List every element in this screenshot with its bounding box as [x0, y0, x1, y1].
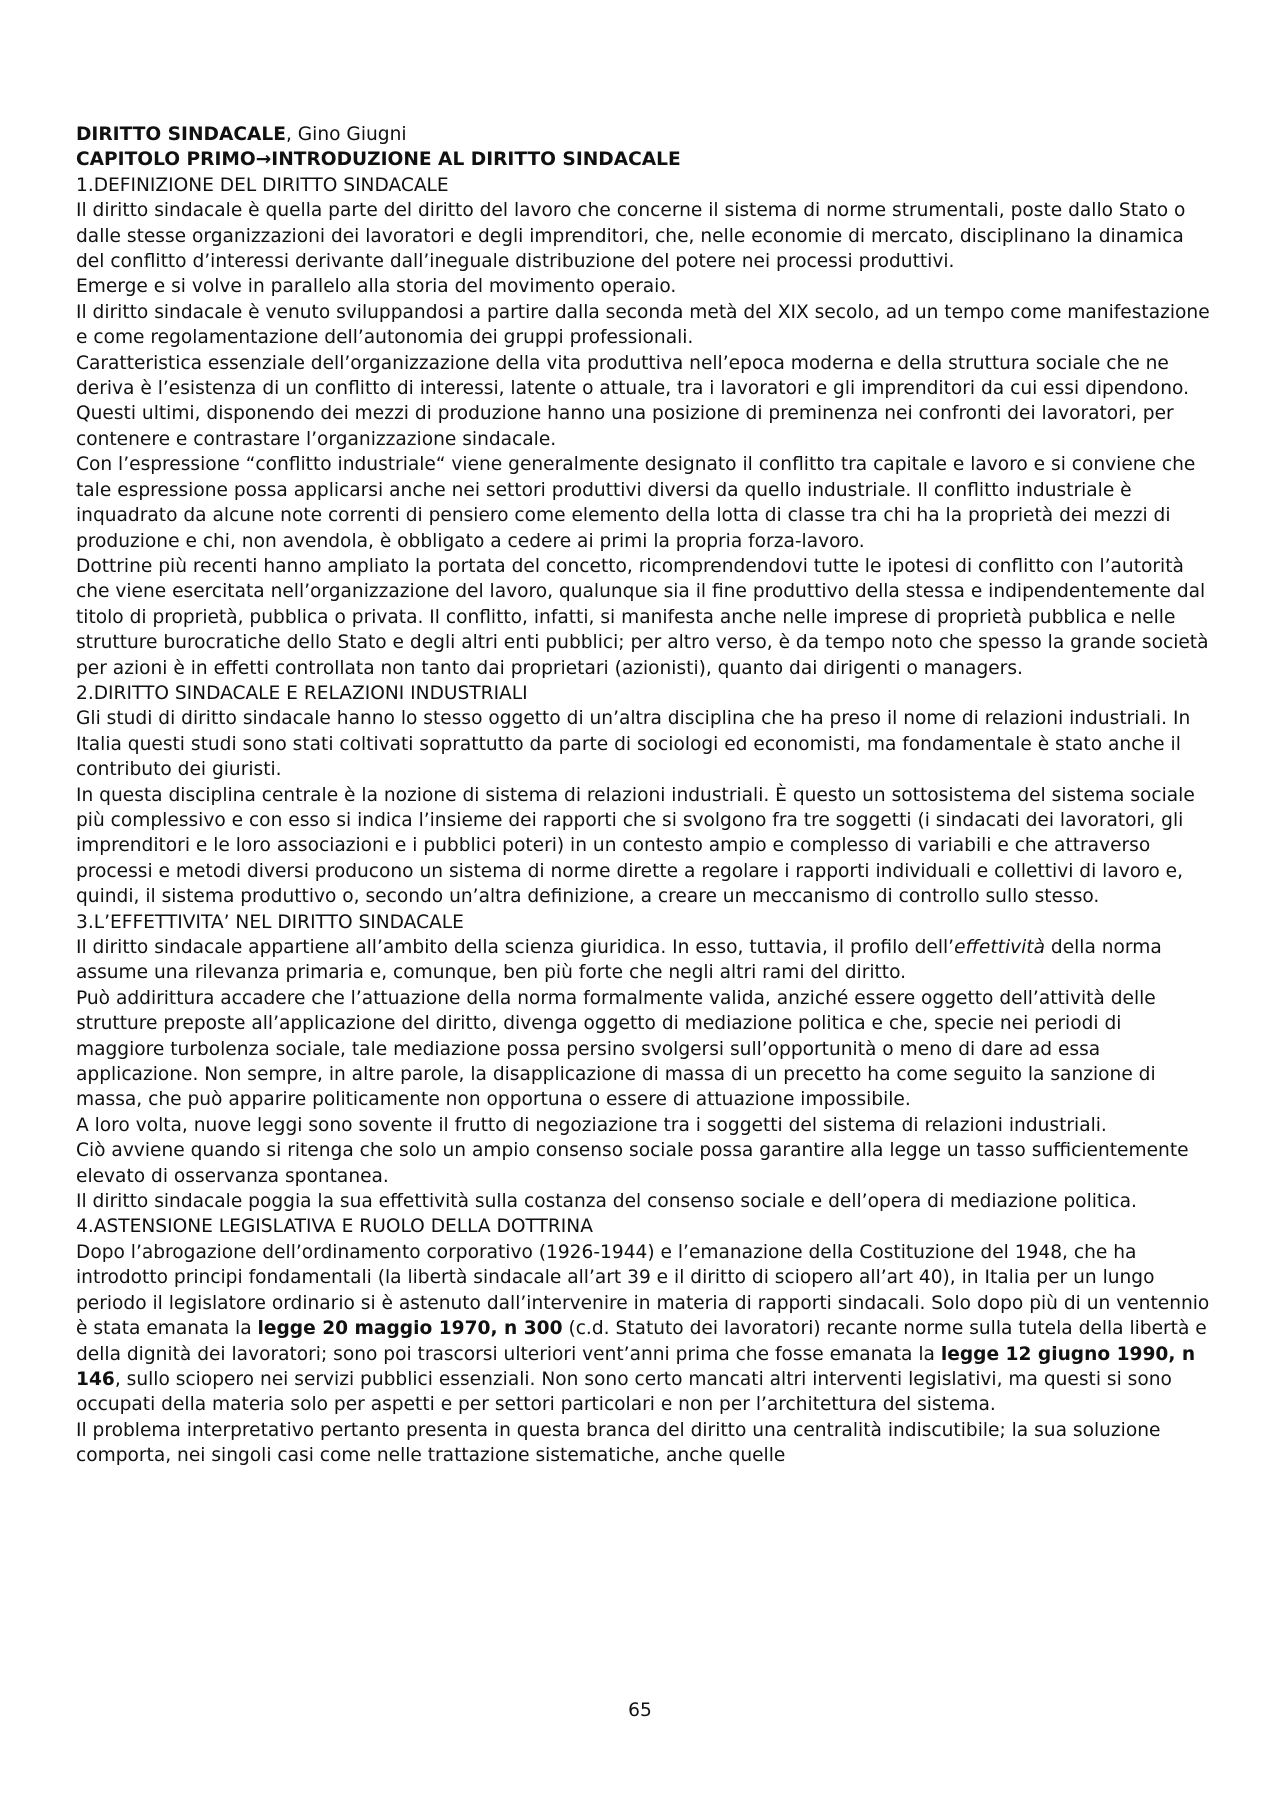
law-reference: legge 12 giugno 1990, n 146 [76, 1343, 1196, 1390]
paragraph: Ciò avviene quando si ritenga che solo un ampio consenso sociale possa garantire alla legge un tasso sufficientemente elevato di osservanza spontanea. [76, 1140, 1189, 1187]
paragraph [76, 935, 1210, 986]
section-heading-1: 1.DEFINIZIONE DEL DIRITTO SINDACALE [76, 174, 449, 196]
page-number: 65 [628, 1700, 652, 1721]
paragraph: Può addirittura accadere che l’attuazione della norma formalmente valida, anziché essere oggetto dell’attività delle strutture preposte all’applicazione del diritto, divenga oggetto di mediazione politica e che, specie nei periodi di maggiore turbolenza sociale, tale mediazione possa persino svolgersi sull’opportunità o meno di dare ad essa applicazione. Non sempre, in altre parole, la disapplicazione di massa di un precetto ha come seguito la sanzione di massa, che può apparire politicamente non opportuna o essere di attuazione impossibile. [76, 987, 1156, 1111]
book-title: DIRITTO SINDACALE [76, 124, 286, 145]
paragraph: In questa disciplina centrale è la nozione di sistema di relazioni industriali. È questo un sottosistema del sistema sociale più complessivo e con esso si indica l’insieme dei rapporti che si svolgono fra tre soggetti (i sindacati dei lavoratori, gli imprenditori e le loro associazioni e i pubblici poteri) in un contesto ampio e complesso di variabili e che attraverso processi e metodi diversi producono un sistema di norme dirette a regolare i rapporti individuali e collettivi di lavoro e, quindi, il sistema produttivo o, secondo un’altra definizione, a creare un meccanismo di controllo sullo stesso. [76, 784, 1195, 908]
paragraph: Dottrine più recenti hanno ampliato la portata del concetto, ricomprendendovi tutte le ipotesi di conflitto con l’autorità che viene esercitata nell’organizzazione del lavoro, qualunque sia il fine produttivo della stessa e indipendentemente dal titolo di proprietà, pubblica o privata. Il conflitto, infatti, si manifesta anche nelle imprese di proprietà pubblica e nelle strutture burocratiche dello Stato e degli altri enti pubblici; per altro verso, è da tempo noto che spesso la grande società per azioni è in effetti controllata non tanto dai proprietari (azionisti), quanto dai dirigenti o managers. [76, 555, 1209, 679]
law-reference: legge 20 maggio 1970, n 300 [257, 1318, 563, 1340]
paragraph: A loro volta, nuove leggi sono sovente il frutto di negoziazione tra i soggetti del sistema di relazioni industriali. [76, 1114, 1107, 1136]
paragraph [76, 1240, 1210, 1418]
document-page [76, 122, 1210, 1469]
text-run: , sullo sciopero nei servizi pubblici essenziali. Non sono certo mancati altri interventi legislativi, ma questi si sono occupati della materia solo per aspetti e per settori particolari e non per l’architettura del sistema. [76, 1368, 1172, 1416]
text-run: della norma assume una rilevanza primaria e, comunque, ben più forte che negli altri rami del diritto. [76, 937, 1162, 984]
author: , Gino Giugni [285, 124, 407, 145]
paragraph: Il diritto sindacale poggia la sua effettività sulla costanza del consenso sociale e dell’opera di mediazione politica. [76, 1191, 1137, 1213]
paragraph: Con l’espressione “conflitto industriale“ viene generalmente designato il conflitto tra capitale e lavoro e si conviene che tale espressione possa applicarsi anche nei settori produttivi diversi da quello industriale. Il conflitto industriale è inquadrato da alcune note correnti di pensiero come elemento della lotta di classe tra chi ha la proprietà dei mezzi di produzione e chi, non avendola, è obbligato a cedere ai primi la propria forza-lavoro. [76, 454, 1196, 552]
chapter-title: CAPITOLO PRIMO→INTRODUZIONE AL DIRITTO SINDACALE [76, 149, 681, 171]
paragraph: Il diritto sindacale è quella parte del diritto del lavoro che concerne il sistema di norme strumentali, poste dallo Stato o dalle stesse organizzazioni dei lavoratori e degli imprenditori, che, nelle economie di mercato, disciplinano la dinamica del conflitto d’interessi derivante dall’ineguale distribuzione del potere nei processi produttivi. [76, 200, 1186, 273]
title-line [76, 122, 1210, 147]
text-run: (c.d. Statuto dei lavoratori) recante norme sulla tutela della libertà e della dignità dei lavoratori; sono poi trascorsi ulteriori vent’anni prima che fosse emanata la [76, 1318, 1207, 1365]
paragraph: Il problema interpretativo pertanto presenta in questa branca del diritto una centralità indiscutibile; la sua soluzione comporta, nei singoli casi come nelle trattazione sistematiche, anche quelle [76, 1419, 1161, 1467]
section-heading-3: 3.L’EFFETTIVITA’ NEL DIRITTO SINDACALE [76, 911, 464, 933]
text-run: Il diritto sindacale appartiene all’ambito della scienza giuridica. In esso, tuttavia, il profilo dell’ [76, 937, 955, 958]
paragraph: Gli studi di diritto sindacale hanno lo stesso oggetto di un’altra disciplina che ha preso il nome di relazioni industriali. In Italia questi studi sono stati coltivati soprattutto da parte di sociologi ed economisti, ma fondamentale è stato anche il contributo dei giuristi. [76, 708, 1191, 781]
section-heading-2: 2.DIRITTO SINDACALE E RELAZIONI INDUSTRIALI [76, 682, 528, 704]
paragraph: Il diritto sindacale è venuto sviluppandosi a partire dalla seconda metà del XIX secolo, ad un tempo come manifestazione e come regolamentazione dell’autonomia dei gruppi professionali. [76, 301, 1210, 349]
paragraph: Caratteristica essenziale dell’organizzazione della vita produttiva nell’epoca moderna e della struttura sociale che ne deriva è l’esistenza di un conflitto di interessi, latente o attuale, tra i lavoratori e gli imprenditori da cui essi dipendono. Questi ultimi, disponendo dei mezzi di produzione hanno una posizione di preminenza nei confronti dei lavoratori, per contenere e contrastare l’organizzazione sindacale. [76, 352, 1189, 450]
paragraph: Emerge e si volve in parallelo alla storia del movimento operaio. [76, 276, 677, 298]
section-heading-4: 4.ASTENSIONE LEGISLATIVA E RUOLO DELLA DOTTRINA [76, 1216, 593, 1238]
italic-term: effettività [954, 937, 1045, 958]
text-run: Dopo l’abrogazione dell’ordinamento corporativo (1926-1944) e l’emanazione della Costituzione del 1948, che ha introdotto principi fondamentali (la libertà sindacale all’art 39 e il diritto di sciopero all’art 40), in Italia per un lungo periodo il legislatore ordinario si è astenuto dall’intervenire in materia di rapporti sindacali. Solo dopo più di un ventennio è stata emanata la [76, 1241, 1210, 1340]
